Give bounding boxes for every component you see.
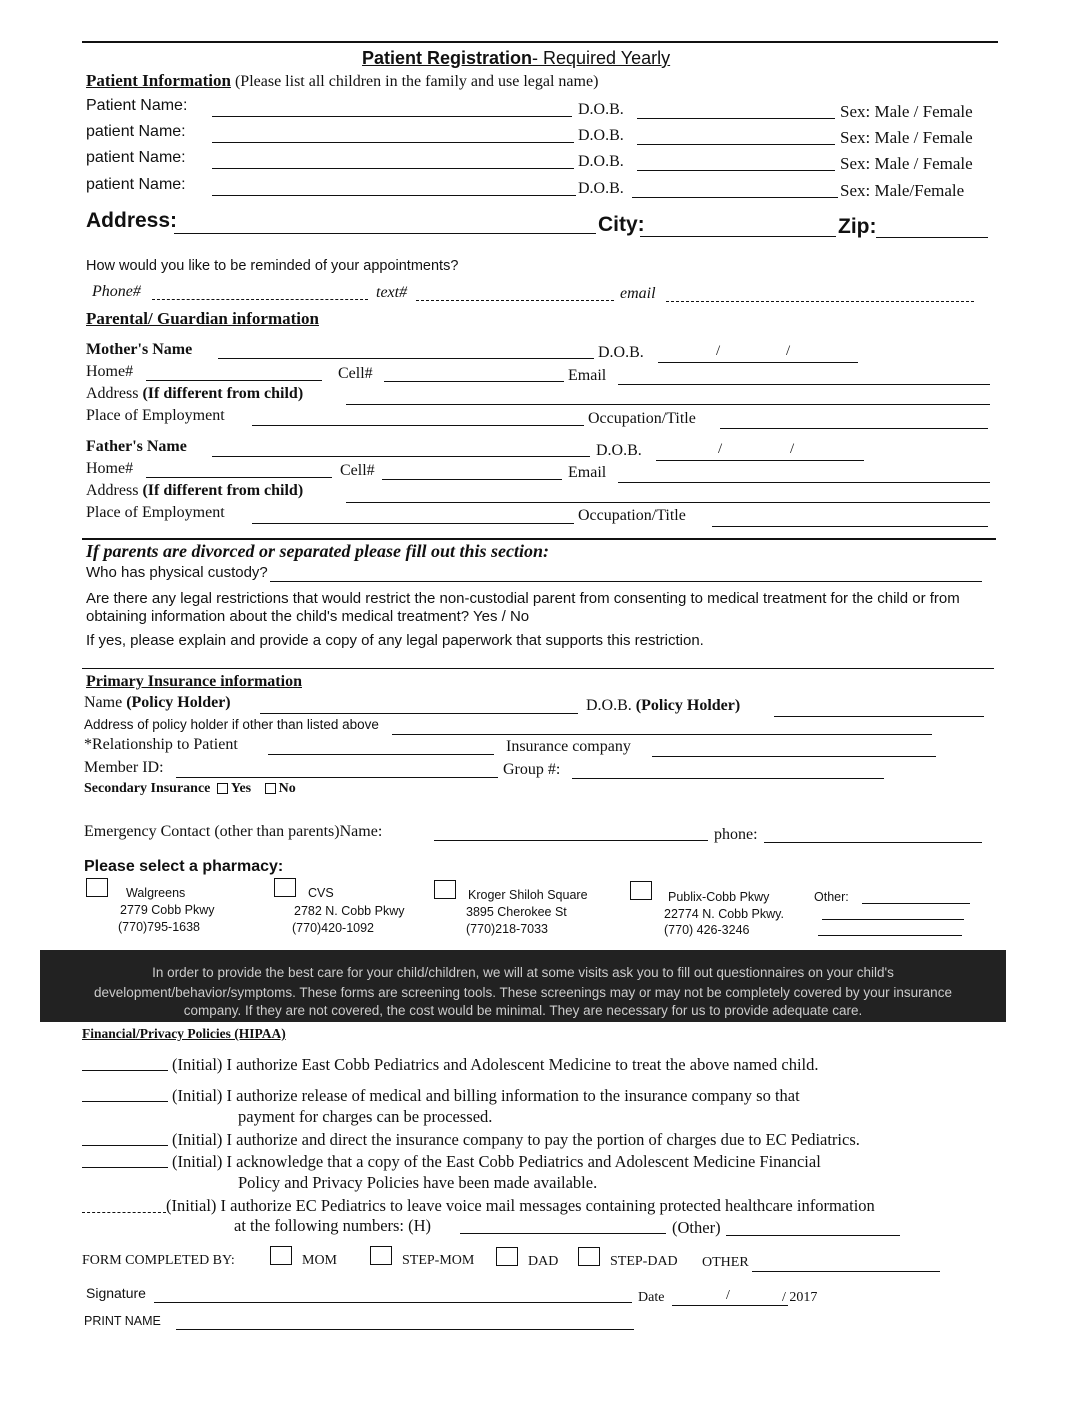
sex-label-3[interactable]: Sex: Male / Female: [840, 154, 973, 173]
secondary-no-label: No: [278, 781, 296, 796]
insurance-company-field[interactable]: [652, 756, 936, 757]
pharmacy-publix-phone: (770) 426-3246: [664, 923, 750, 937]
print-name-field[interactable]: [176, 1329, 634, 1330]
pharmacy-other-label: Other:: [814, 890, 849, 904]
completed-dad-checkbox[interactable]: [496, 1247, 518, 1266]
initial-field-5[interactable]: [82, 1212, 166, 1213]
pharmacy-header: Please select a pharmacy:: [84, 858, 284, 875]
mother-email-label: Email: [568, 367, 607, 384]
father-dob-slash-2: /: [790, 441, 795, 457]
father-employment-label: Place of Employment: [86, 504, 225, 521]
custody-field[interactable]: [270, 581, 982, 582]
pharmacy-kroger-phone: (770)218-7033: [466, 922, 549, 936]
initial-field-1[interactable]: [82, 1070, 168, 1071]
completed-step-dad-checkbox[interactable]: [578, 1247, 600, 1266]
pharmacy-cvs-name: CVS: [308, 886, 334, 900]
guardian-header: Parental/ Guardian information: [86, 309, 319, 328]
policy-item-4: (Initial) I acknowledge that a copy of the East Cobb Pediatrics and Adolescent Medicine Financial: [172, 1152, 821, 1171]
mother-dob-slash-1: /: [716, 343, 721, 359]
phone-field[interactable]: [152, 299, 368, 300]
sex-label-1[interactable]: Sex: Male / Female: [840, 102, 973, 121]
father-home-field[interactable]: [146, 477, 332, 478]
pharmacy-publix-address: 22774 N. Cobb Pkwy.: [664, 907, 784, 921]
policies-header: Financial/Privacy Policies (HIPAA): [82, 1026, 286, 1041]
father-occupation-field[interactable]: [712, 526, 988, 527]
date-field[interactable]: [672, 1305, 788, 1306]
father-email-label: Email: [568, 464, 607, 481]
policy-item-5: (Initial) I authorize EC Pediatrics to leave voice mail messages containing protected healthcare information: [166, 1196, 875, 1215]
text-field[interactable]: [416, 300, 614, 301]
secondary-insurance: Secondary Insurance Yes No: [84, 781, 296, 796]
pharmacy-publix-checkbox[interactable]: [630, 881, 652, 900]
mother-employment-field[interactable]: [252, 425, 584, 426]
email-field[interactable]: [666, 301, 974, 302]
date-year: / 2017: [782, 1290, 818, 1305]
pharmacy-walgreens-name: Walgreens: [126, 886, 186, 900]
city-label: City:: [598, 213, 645, 236]
initial-field-2[interactable]: [82, 1101, 168, 1102]
mother-dob-slash-2: /: [786, 343, 791, 359]
pharmacy-other-field-2[interactable]: [822, 919, 964, 920]
emergency-phone-field[interactable]: [764, 842, 982, 843]
banner-line-3: company. If they are not covered, the cost would be minimal. They are necessary for us to provide adequate care.: [183, 1003, 863, 1018]
custody-label: Who has physical custody?: [86, 564, 268, 581]
city-field[interactable]: [640, 236, 836, 237]
completed-step-mom-checkbox[interactable]: [370, 1246, 392, 1265]
dob-label-4: D.O.B.: [578, 180, 624, 197]
patient-name-label-2: patient Name:: [86, 123, 186, 140]
secondary-no-checkbox[interactable]: [265, 783, 276, 794]
father-dob-label: D.O.B.: [596, 442, 642, 459]
member-id-label: Member ID:: [84, 759, 164, 776]
completed-dad-label: DAD: [528, 1254, 559, 1269]
address-label: Address:: [86, 209, 178, 232]
mother-name-label: Mother's Name: [86, 341, 193, 358]
father-dob-slash-1: /: [718, 441, 723, 457]
relationship-label: *Relationship to Patient: [84, 736, 238, 753]
father-occupation-label: Occupation/Title: [578, 507, 686, 524]
group-field[interactable]: [572, 778, 884, 779]
phone-label: Phone#: [92, 283, 141, 300]
mother-employment-label: Place of Employment: [86, 407, 225, 424]
policy-holder-dob-label: D.O.B. (Policy Holder): [586, 697, 741, 714]
initial-field-4[interactable]: [82, 1167, 168, 1168]
policy-item-4-cont: Policy and Privacy Policies have been made available.: [238, 1173, 598, 1192]
emergency-contact-label: Emergency Contact (other than parents)Name:: [84, 823, 383, 840]
pharmacy-cvs-address: 2782 N. Cobb Pkwy: [294, 904, 405, 918]
completed-step-mom-label: STEP-MOM: [402, 1253, 475, 1268]
group-label: Group #:: [503, 761, 561, 778]
father-employment-field[interactable]: [252, 523, 574, 524]
pharmacy-kroger-address: 3895 Cherokee St: [466, 905, 567, 919]
policy-holder-address-label: Address of policy holder if other than listed above: [84, 717, 379, 732]
mother-cell-label: Cell#: [338, 365, 373, 382]
print-name-label: PRINT NAME: [84, 1314, 161, 1328]
dob-field-3[interactable]: [637, 170, 835, 171]
policy-item-2: (Initial) I authorize release of medical and billing information to the insurance company so that: [172, 1086, 800, 1105]
father-email-field[interactable]: [618, 482, 990, 483]
signature-label: Signature: [86, 1285, 146, 1301]
pharmacy-kroger-name: Kroger Shiloh Square: [468, 888, 588, 902]
voicemail-other-field[interactable]: [726, 1235, 900, 1236]
mother-dob-label: D.O.B.: [598, 344, 644, 361]
patient-name-label-4: patient Name:: [86, 176, 186, 193]
pharmacy-other-field-1[interactable]: [862, 903, 970, 904]
father-address-label: Address (If different from child): [86, 482, 304, 499]
pharmacy-cvs-phone: (770)420-1092: [292, 921, 375, 935]
policy-item-2-cont: payment for charges can be processed.: [238, 1107, 493, 1126]
father-cell-label: Cell#: [340, 462, 375, 479]
insurance-company-label: Insurance company: [506, 738, 631, 755]
mother-occupation-label: Occupation/Title: [588, 410, 696, 427]
completed-mom-label: MOM: [302, 1253, 338, 1268]
father-name-label: Father's Name: [86, 438, 187, 455]
sex-label-2[interactable]: Sex: Male / Female: [840, 128, 973, 147]
banner-line-2: development/behavior/symptoms. These forms are screening tools. These screenings may or may not be completely covered by your insurance: [94, 985, 952, 1000]
dob-field-2[interactable]: [637, 144, 835, 145]
emergency-phone-label: phone:: [714, 826, 758, 843]
date-label: Date: [638, 1290, 665, 1305]
restrictions-line-2[interactable]: obtaining information about the child's medical treatment? Yes / No: [86, 608, 530, 625]
mother-cell-field[interactable]: [384, 381, 564, 382]
policy-holder-dob-field[interactable]: [774, 716, 984, 717]
dob-field-1[interactable]: [637, 118, 835, 119]
explain-field[interactable]: [82, 668, 994, 669]
date-slash: /: [726, 1288, 730, 1303]
dob-label-1: D.O.B.: [578, 101, 624, 118]
patient-info-header: Patient Information (Please list all children in the family and use legal name): [86, 71, 599, 90]
completed-step-dad-label: STEP-DAD: [610, 1254, 678, 1269]
zip-field[interactable]: [876, 237, 988, 238]
zip-label: Zip:: [838, 215, 877, 238]
mother-email-field[interactable]: [618, 384, 990, 385]
dob-label-2: D.O.B.: [578, 127, 624, 144]
relationship-field[interactable]: [268, 754, 494, 755]
text-label: text#: [376, 284, 408, 301]
completed-mom-checkbox[interactable]: [270, 1246, 292, 1265]
pharmacy-cvs-checkbox[interactable]: [274, 878, 296, 897]
policy-holder-name-field[interactable]: [260, 713, 578, 714]
page-title: Patient Registration- Required Yearly: [362, 48, 671, 68]
father-home-label: Home#: [86, 460, 134, 477]
patient-name-label-3: patient Name:: [86, 149, 186, 166]
restrictions-explain: If yes, please explain and provide a copy of any legal paperwork that supports this restriction.: [86, 632, 704, 649]
policy-holder-name-label: Name (Policy Holder): [84, 694, 231, 711]
mother-home-field[interactable]: [146, 380, 322, 381]
voicemail-home-label: at the following numbers: (H): [234, 1216, 432, 1235]
pharmacy-publix-name: Publix-Cobb Pkwy: [668, 890, 770, 904]
patient-name-field-1[interactable]: [212, 116, 572, 117]
insurance-header: Primary Insurance information: [86, 673, 302, 690]
completed-other-label: OTHER: [702, 1255, 749, 1270]
signature-field[interactable]: [154, 1302, 632, 1303]
pharmacy-walgreens-phone: (770)795-1638: [118, 920, 201, 934]
policy-item-1: (Initial) I authorize East Cobb Pediatrics and Adolescent Medicine to treat the above named child.: [172, 1055, 819, 1074]
address-field[interactable]: [174, 233, 596, 234]
patient-name-field-3[interactable]: [212, 168, 574, 169]
policy-holder-address-field[interactable]: [392, 734, 932, 735]
pharmacy-walgreens-address: 2779 Cobb Pkwy: [120, 903, 215, 917]
father-dob-field[interactable]: [656, 460, 864, 461]
secondary-yes-checkbox[interactable]: [217, 783, 228, 794]
father-address-field[interactable]: [346, 502, 990, 503]
father-cell-field[interactable]: [382, 479, 562, 480]
voicemail-home-field[interactable]: [460, 1233, 666, 1234]
mother-address-label: Address (If different from child): [86, 385, 304, 402]
initial-field-3[interactable]: [82, 1145, 168, 1146]
section-rule: [82, 538, 996, 540]
mother-address-field[interactable]: [346, 404, 990, 405]
dob-field-4[interactable]: [632, 197, 838, 198]
email-label: email: [620, 285, 656, 302]
emergency-contact-field[interactable]: [434, 840, 708, 841]
mother-name-field[interactable]: [218, 358, 594, 359]
top-rule: [82, 41, 998, 43]
patient-name-label-1: Patient Name:: [86, 97, 188, 114]
completed-other-field[interactable]: [752, 1271, 940, 1272]
reminder-question: How would you like to be reminded of your appointments?: [86, 258, 459, 274]
father-name-field[interactable]: [212, 456, 590, 457]
pharmacy-kroger-checkbox[interactable]: [434, 880, 456, 899]
member-id-field[interactable]: [176, 777, 498, 778]
secondary-yes-label: Yes: [230, 781, 252, 796]
sex-label-4[interactable]: Sex: Male/Female: [840, 181, 965, 200]
policy-item-3: (Initial) I authorize and direct the insurance company to pay the portion of charges due to EC Pediatrics.: [172, 1130, 860, 1149]
dob-label-3: D.O.B.: [578, 153, 624, 170]
banner-line-1: In order to provide the best care for your child/children, we will at some visits ask you to fill out questionnaires on your child's: [152, 965, 894, 980]
form-completed-label: FORM COMPLETED BY:: [82, 1253, 235, 1268]
patient-name-field-2[interactable]: [212, 142, 574, 143]
pharmacy-other-field-3[interactable]: [818, 935, 962, 936]
restrictions-line-1: Are there any legal restrictions that would restrict the non-custodial parent from consenting to medical treatment for the child or from: [86, 590, 960, 607]
divorce-header: If parents are divorced or separated please fill out this section:: [86, 541, 549, 561]
patient-name-field-4[interactable]: [212, 195, 576, 196]
pharmacy-walgreens-checkbox[interactable]: [86, 878, 108, 897]
mother-dob-field[interactable]: [658, 362, 858, 363]
mother-occupation-field[interactable]: [720, 428, 988, 429]
voicemail-other-label: (Other): [672, 1218, 721, 1237]
mother-home-label: Home#: [86, 363, 134, 380]
